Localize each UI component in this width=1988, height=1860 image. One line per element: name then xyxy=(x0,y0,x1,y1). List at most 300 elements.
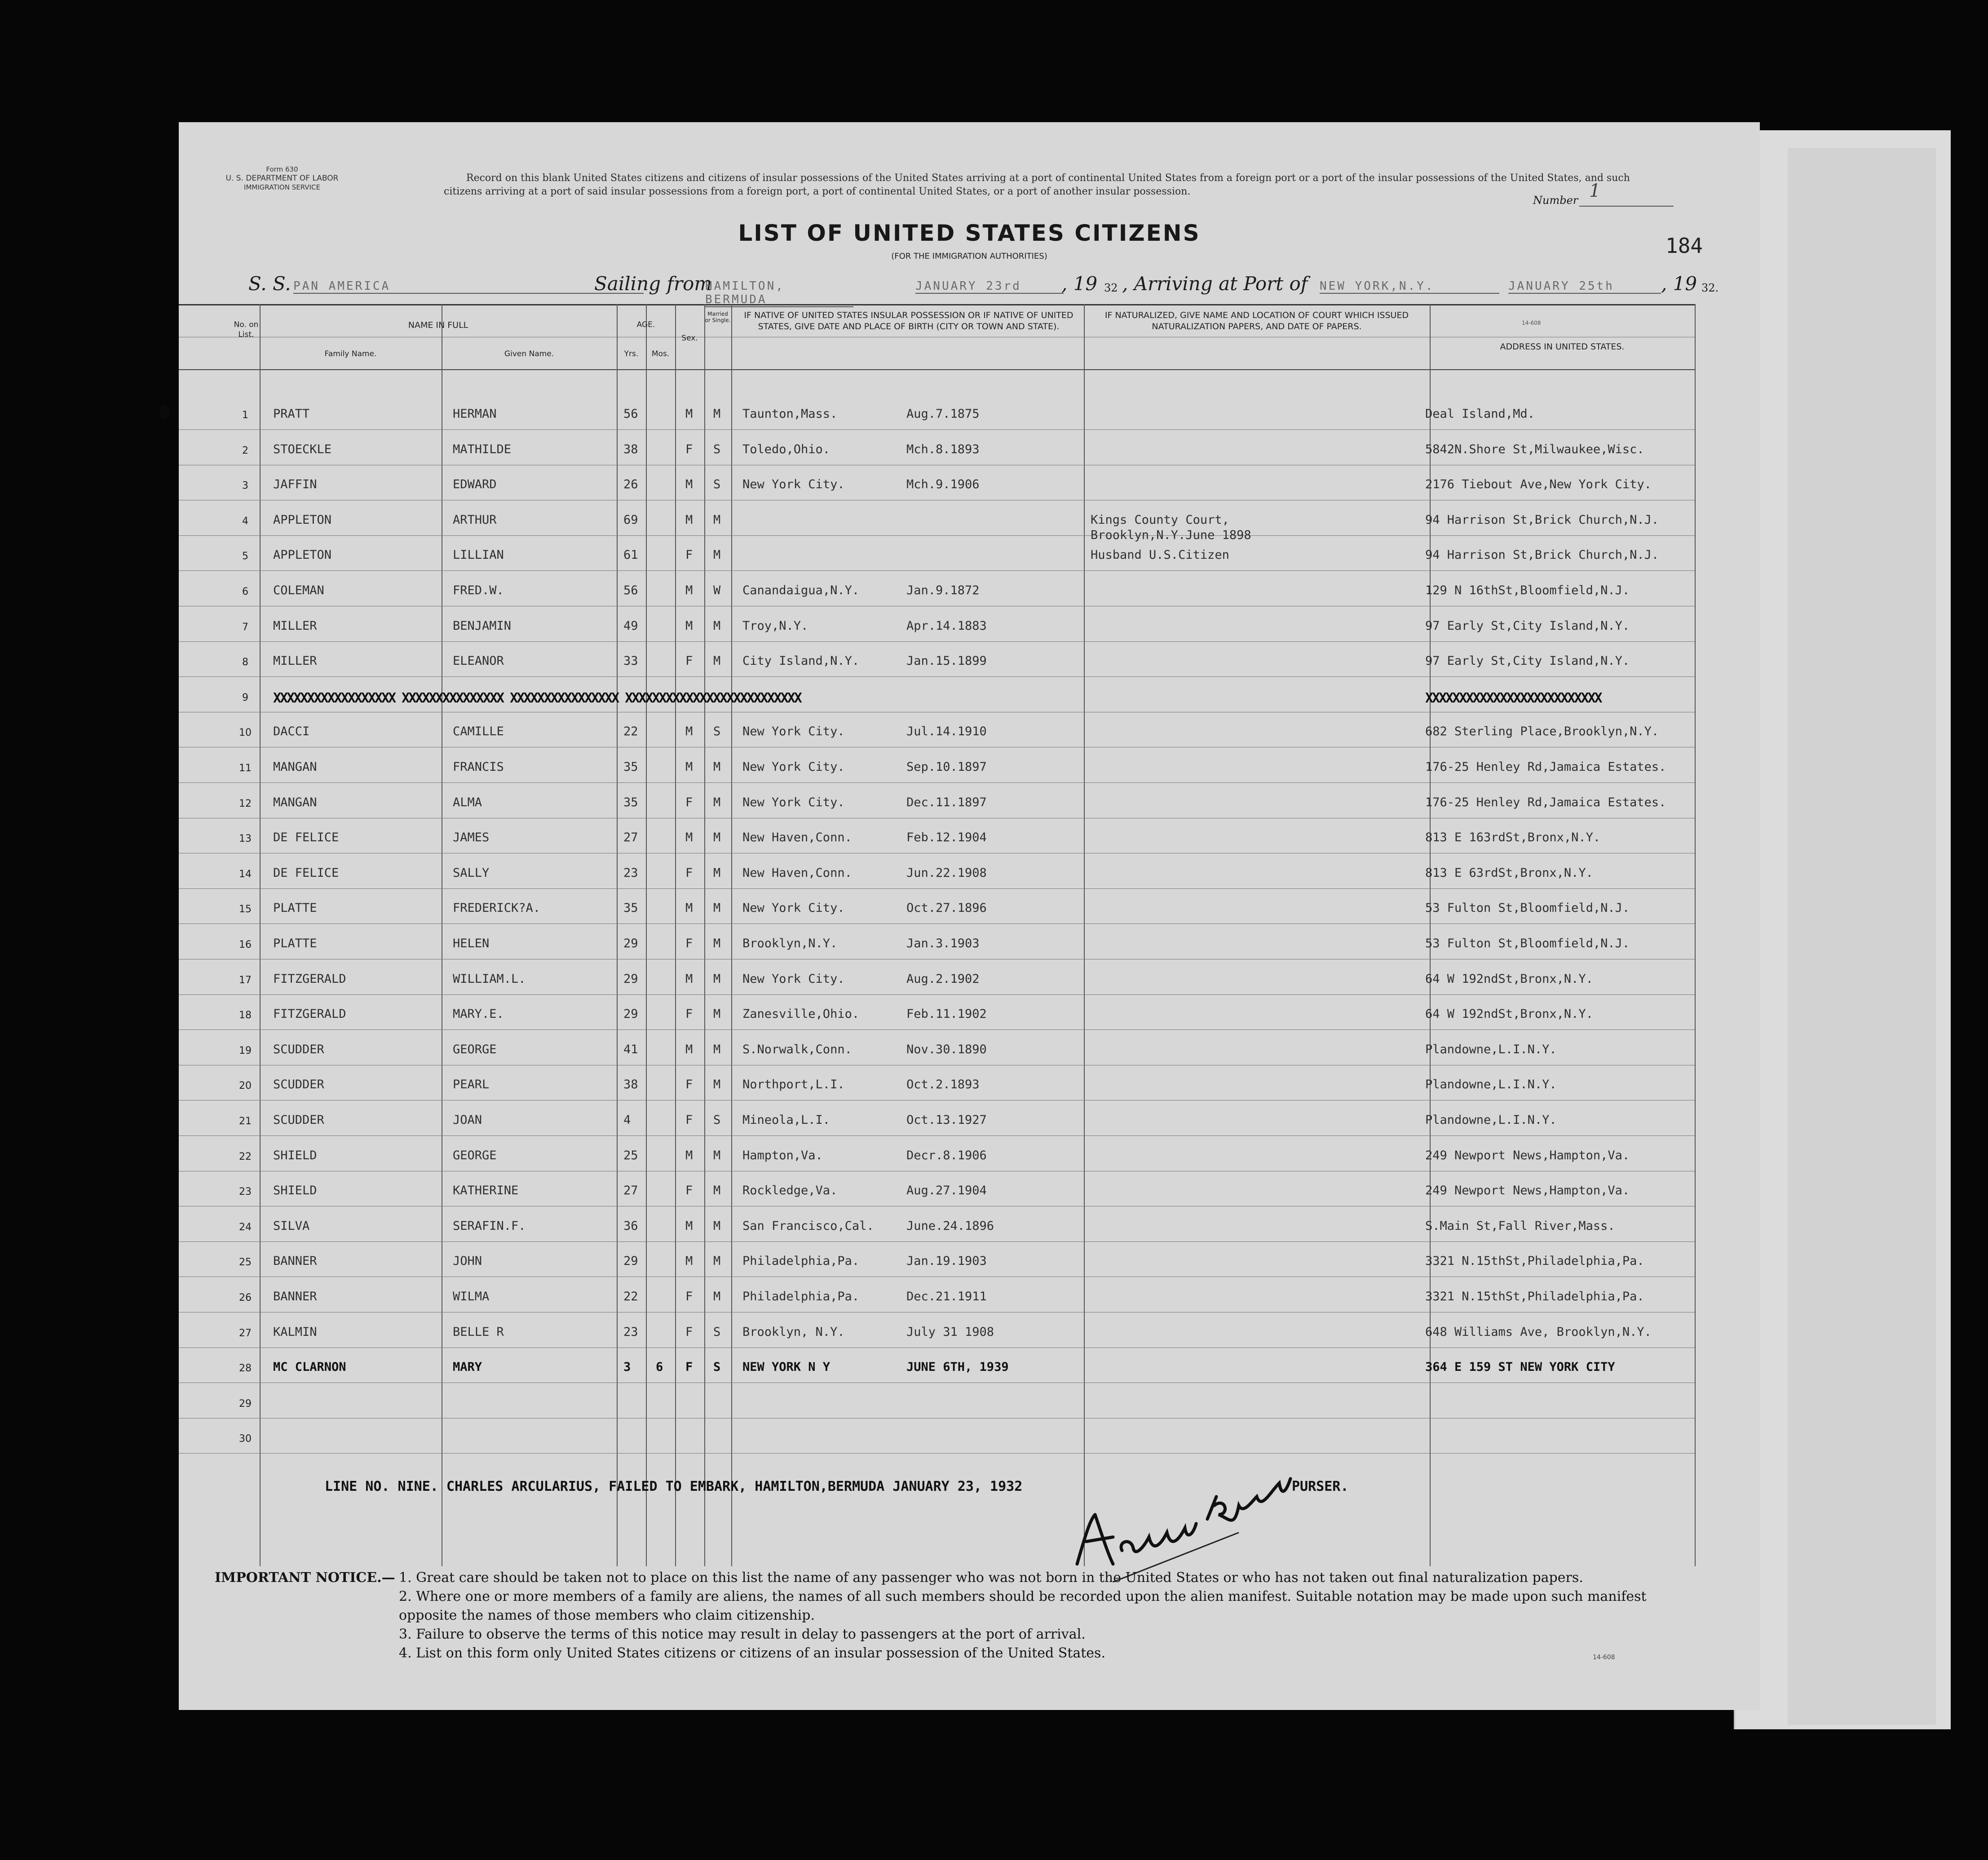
passenger-table xyxy=(179,304,1695,1568)
address-cell: 97 Early St,City Island,N.Y. xyxy=(1425,619,1630,633)
row-number: 14 xyxy=(239,868,252,880)
departure-year: 32 xyxy=(1104,282,1118,294)
form-instructions: Record on this blank United States citizens and citizens of insular possessions of the United States arriving at a port of continental United States from a foreign port or a port of the insular possessions of the United States, and such citizens arriving at a port of said insular possessions from a foreign port, a port of continental United States, or a port of another insular possession. xyxy=(444,172,1630,197)
arriving-label: , Arriving at Port of xyxy=(1122,273,1308,295)
marital-status-cell: S xyxy=(713,725,721,739)
row-number: 17 xyxy=(239,974,252,986)
family-name-cell: APPLETON xyxy=(273,548,332,562)
arrival-year: 32. xyxy=(1701,282,1719,294)
given-name-cell: EDWARD xyxy=(453,477,497,492)
sex-cell: M xyxy=(685,512,693,527)
row-rule xyxy=(179,535,1695,536)
marital-status-cell: M xyxy=(713,866,721,880)
birth-place-cell: New York City. xyxy=(742,795,845,809)
age-years-cell: 22 xyxy=(623,725,638,739)
age-years-cell: 56 xyxy=(623,407,638,421)
address-cell: 3321 N.15thSt,Philadelphia,Pa. xyxy=(1425,1254,1644,1268)
header-age: AGE. xyxy=(636,320,655,329)
birth-date-cell: Oct.13.1927 xyxy=(906,1113,987,1127)
header-birth: IF NATIVE OF UNITED STATES INSULAR POSSESSION OR IF NATIVE OF UNITED STATES, GIVE DATE AND PLACE OF BIRTH (CITY OR TOWN AND STATE). xyxy=(744,310,1074,331)
family-name-cell: MANGAN xyxy=(273,760,317,774)
birth-place-cell: Hampton,Va. xyxy=(742,1148,823,1162)
marital-status-cell: M xyxy=(713,901,721,915)
row-number: 26 xyxy=(239,1292,252,1303)
given-name-cell: JOAN xyxy=(453,1113,482,1127)
birth-place-cell: Philadelphia,Pa. xyxy=(742,1290,860,1303)
birth-date-cell: Apr.14.1883 xyxy=(906,619,987,633)
birth-date-cell: Aug.7.1875 xyxy=(906,407,980,421)
stamped-page-number: 184 xyxy=(1666,234,1703,258)
row-rule xyxy=(179,1453,1695,1454)
notice-lead: IMPORTANT NOTICE.— xyxy=(215,1570,395,1586)
sex-cell: M xyxy=(685,831,693,845)
age-years-cell: 23 xyxy=(623,1325,638,1339)
age-years-cell: 3 xyxy=(623,1360,631,1374)
departure-year-prefix: , 19 xyxy=(1061,273,1098,295)
address-cell: Plandowne,L.I.N.Y. xyxy=(1425,1042,1557,1056)
number-label: Number xyxy=(1533,194,1578,207)
birth-date-cell: Nov.30.1890 xyxy=(906,1042,987,1056)
sex-cell: M xyxy=(685,901,693,915)
birth-place-cell: Brooklyn,N.Y. xyxy=(742,937,838,950)
given-name-cell: WILLIAM.L. xyxy=(453,972,526,986)
marital-status-cell: S xyxy=(713,1360,721,1374)
given-name-cell: BELLE R xyxy=(453,1325,504,1339)
age-years-cell: 29 xyxy=(623,972,638,986)
family-name-cell: APPLETON xyxy=(273,512,332,527)
sex-cell: M xyxy=(685,725,693,739)
address-cell: 176-25 Henley Rd,Jamaica Estates. xyxy=(1425,760,1666,774)
sex-cell: F xyxy=(685,548,693,562)
given-name-cell: FRED.W. xyxy=(453,583,504,597)
address-cell: 129 N 16thSt,Bloomfield,N.J. xyxy=(1425,583,1630,597)
birth-date-cell: Feb.11.1902 xyxy=(906,1007,987,1021)
birth-place-cell: New York City. xyxy=(742,760,845,774)
row-rule xyxy=(179,782,1695,783)
sex-cell: F xyxy=(685,937,693,950)
birth-place-cell: Toledo,Ohio. xyxy=(742,442,831,456)
row-number: 25 xyxy=(239,1257,252,1268)
family-name-cell: DACCI xyxy=(273,725,310,739)
family-name-cell: STOECKLE xyxy=(273,442,332,456)
departure-port: HAMILTON, BERMUDA xyxy=(705,279,853,307)
birth-place-cell: Mineola,L.I. xyxy=(742,1113,831,1127)
row-number: 21 xyxy=(239,1116,252,1127)
given-name-cell: KATHERINE xyxy=(453,1184,519,1198)
given-name-cell: CAMILLE xyxy=(453,725,504,739)
age-years-cell: 35 xyxy=(623,760,638,774)
address-cell: 364 E 159 ST NEW YORK CITY xyxy=(1425,1360,1615,1374)
address-cell: Plandowne,L.I.N.Y. xyxy=(1425,1113,1557,1127)
row-number: 6 xyxy=(242,586,248,597)
family-name-cell: COLEMAN xyxy=(273,583,324,597)
address-cell: 5842N.Shore St,Milwaukee,Wisc. xyxy=(1425,442,1644,456)
given-name-cell: WILMA xyxy=(453,1290,490,1303)
col-divider xyxy=(1084,304,1085,1566)
row-rule xyxy=(179,1241,1695,1242)
header-name-in-full: NAME IN FULL xyxy=(408,320,468,330)
family-name-cell: KALMIN xyxy=(273,1325,317,1339)
age-years-cell: 38 xyxy=(623,1078,638,1092)
marital-status-cell: M xyxy=(713,1042,721,1056)
manifest-sheet xyxy=(179,122,1760,1710)
sex-cell: M xyxy=(685,407,693,421)
sex-cell: F xyxy=(685,795,693,809)
notice-item: 3. Failure to observe the terms of this notice may result in delay to passengers at the port of arrival. xyxy=(399,1626,1086,1642)
family-name-cell: FITZGERALD xyxy=(273,1007,346,1021)
header-years: Yrs. xyxy=(624,349,639,358)
sex-cell: M xyxy=(685,972,693,986)
age-years-cell: 22 xyxy=(623,1290,638,1303)
row-rule xyxy=(179,641,1695,642)
family-name-cell: SILVA xyxy=(273,1219,310,1233)
arrival-date: JANUARY 25th xyxy=(1508,279,1661,294)
row-number: 19 xyxy=(239,1045,252,1056)
row-number: 5 xyxy=(242,551,248,562)
marital-status-cell: W xyxy=(713,583,721,597)
sex-cell: F xyxy=(685,1290,693,1303)
age-years-cell: 33 xyxy=(623,654,638,668)
address-cell: 682 Sterling Place,Brooklyn,N.Y. xyxy=(1425,725,1659,739)
age-years-cell: 4 xyxy=(623,1113,631,1127)
notice-item: 4. List on this form only United States citizens or citizens of an insular possession of the United States. xyxy=(399,1645,1105,1661)
row-number: 13 xyxy=(239,833,252,845)
birth-date-cell: Jan.15.1899 xyxy=(906,654,987,668)
birth-date-cell: Mch.8.1893 xyxy=(906,442,980,456)
birth-place-cell: Taunton,Mass. xyxy=(742,407,838,421)
number-value: 1 xyxy=(1589,181,1601,201)
row-rule xyxy=(179,994,1695,995)
marital-status-cell: M xyxy=(713,1290,721,1303)
sex-cell: M xyxy=(685,583,693,597)
age-years-cell: 29 xyxy=(623,1007,638,1021)
row-number: 28 xyxy=(239,1363,252,1374)
family-name-cell: DE FELICE xyxy=(273,831,339,845)
col-divider xyxy=(260,304,261,1566)
marital-status-cell: M xyxy=(713,619,721,633)
sex-cell: M xyxy=(685,1219,693,1233)
birth-place-cell: New Haven,Conn. xyxy=(742,866,852,880)
row-rule xyxy=(179,1029,1695,1030)
given-name-cell: GEORGE xyxy=(453,1148,497,1162)
address-cell: 53 Fulton St,Bloomfield,N.J. xyxy=(1425,937,1630,950)
col-divider xyxy=(1695,304,1696,1566)
marital-status-cell: M xyxy=(713,1148,721,1162)
row-number: 3 xyxy=(242,480,248,492)
birth-place-cell: NEW YORK N Y xyxy=(742,1360,831,1374)
given-name-cell: MARY xyxy=(453,1360,482,1374)
marital-status-cell: M xyxy=(713,548,721,562)
birth-date-cell: Decr.8.1906 xyxy=(906,1148,987,1162)
col-divider xyxy=(731,304,732,1566)
family-name-cell: SHIELD xyxy=(273,1148,317,1162)
family-name-cell: BANNER xyxy=(273,1254,317,1268)
header-married-single: Married or Single. xyxy=(705,311,731,323)
birth-date-cell: Aug.2.1902 xyxy=(906,972,980,986)
given-name-cell: FREDERICK?A. xyxy=(453,901,541,915)
footer-form-code: 14-608 xyxy=(1593,1654,1615,1661)
given-name-cell: HELEN xyxy=(453,937,490,950)
row-number: 9 xyxy=(242,692,248,703)
ss-label: S. S. xyxy=(248,273,291,295)
birth-place-cell: New York City. xyxy=(742,477,845,492)
birth-date-cell: Sep.10.1897 xyxy=(906,760,987,774)
row-number: 18 xyxy=(239,1010,252,1021)
family-name-cell: MILLER xyxy=(273,619,317,633)
marital-status-cell: M xyxy=(713,512,721,527)
crossed-out-address: XXXXXXXXXXXXXXXXXXXXXXXXXX xyxy=(1425,690,1601,706)
given-name-cell: MARY.E. xyxy=(453,1007,504,1021)
given-name-cell: ARTHUR xyxy=(453,512,497,527)
marital-status-cell: M xyxy=(713,1254,721,1268)
birth-place-cell: New York City. xyxy=(742,972,845,986)
marital-status-cell: M xyxy=(713,654,721,668)
address-cell: 813 E 163rdSt,Bronx,N.Y. xyxy=(1425,831,1601,845)
row-number: 20 xyxy=(239,1080,252,1092)
sex-cell: M xyxy=(685,1254,693,1268)
family-name-cell: SCUDDER xyxy=(273,1113,324,1127)
row-rule xyxy=(179,888,1695,889)
marital-status-cell: M xyxy=(713,407,721,421)
given-name-cell: HERMAN xyxy=(453,407,497,421)
age-years-cell: 41 xyxy=(623,1042,638,1056)
col-divider xyxy=(1430,304,1431,1566)
birth-date-cell: Feb.12.1904 xyxy=(906,831,987,845)
birth-date-cell: Aug.27.1904 xyxy=(906,1184,987,1198)
given-name-cell: FRANCIS xyxy=(453,760,504,774)
family-name-cell: PLATTE xyxy=(273,901,317,915)
row-number: 7 xyxy=(242,621,248,633)
given-name-cell: LILLIAN xyxy=(453,548,504,562)
birth-date-cell: Jan.19.1903 xyxy=(906,1254,987,1268)
given-name-cell: GEORGE xyxy=(453,1042,497,1056)
birth-place-cell: New Haven,Conn. xyxy=(742,831,852,845)
family-name-cell: PLATTE xyxy=(273,937,317,950)
marital-status-cell: M xyxy=(713,937,721,950)
row-rule xyxy=(179,676,1695,677)
col-divider xyxy=(646,304,647,1566)
naturalization-cell: Husband U.S.Citizen xyxy=(1091,548,1229,562)
header-address: ADDRESS IN UNITED STATES. xyxy=(1500,342,1625,352)
address-cell: 176-25 Henley Rd,Jamaica Estates. xyxy=(1425,795,1666,809)
row-number: 15 xyxy=(239,904,252,915)
row-number: 4 xyxy=(242,515,248,527)
given-name-cell: SERAFIN.F. xyxy=(453,1219,526,1233)
sailing-from-label: Sailing from xyxy=(594,273,712,295)
row-number: 8 xyxy=(242,657,248,668)
header-months: Mos. xyxy=(651,349,670,358)
row-number: 11 xyxy=(239,763,252,774)
birth-place-cell: Rockledge,Va. xyxy=(742,1184,838,1198)
marital-status-cell: M xyxy=(713,795,721,809)
marital-status-cell: M xyxy=(713,972,721,986)
address-cell: 64 W 192ndSt,Bronx,N.Y. xyxy=(1425,972,1593,986)
birth-date-cell: Jan.9.1872 xyxy=(906,583,980,597)
birth-place-cell: Philadelphia,Pa. xyxy=(742,1254,860,1268)
sex-cell: F xyxy=(685,1007,693,1021)
given-name-cell: JOHN xyxy=(453,1254,482,1268)
address-cell: 813 E 63rdSt,Bronx,N.Y. xyxy=(1425,866,1593,880)
age-years-cell: 69 xyxy=(623,512,638,527)
row-number: 24 xyxy=(239,1221,252,1233)
age-years-cell: 27 xyxy=(623,831,638,845)
birth-date-cell: Mch.9.1906 xyxy=(906,477,980,492)
family-name-cell: MILLER xyxy=(273,654,317,668)
age-years-cell: 29 xyxy=(623,937,638,950)
birth-place-cell: Troy,N.Y. xyxy=(742,619,808,633)
purser-signature xyxy=(1059,1452,1293,1586)
address-cell: Deal Island,Md. xyxy=(1425,407,1535,421)
given-name-cell: MATHILDE xyxy=(453,442,512,456)
ship-name: PAN AMERICA xyxy=(293,279,644,294)
age-years-cell: 49 xyxy=(623,619,638,633)
naturalization-cell: Kings County Court, xyxy=(1091,512,1229,527)
birth-date-cell: Jan.3.1903 xyxy=(906,937,980,950)
birth-place-cell: Canandaigua,N.Y. xyxy=(742,583,860,597)
birth-date-cell: Jun.22.1908 xyxy=(906,866,987,880)
age-years-cell: 35 xyxy=(623,795,638,809)
sex-cell: M xyxy=(685,760,693,774)
address-cell: 249 Newport News,Hampton,Va. xyxy=(1425,1184,1630,1198)
address-cell: 53 Fulton St,Bloomfield,N.J. xyxy=(1425,901,1630,915)
address-cell: S.Main St,Fall River,Mass. xyxy=(1425,1219,1615,1233)
line-nine-note: LINE NO. NINE. CHARLES ARCULARIUS, FAILED TO EMBARK, HAMILTON,BERMUDA JANUARY 23, 1932 xyxy=(325,1479,1023,1494)
family-name-cell: SCUDDER xyxy=(273,1042,324,1056)
header-family-name: Family Name. xyxy=(324,349,377,358)
family-name-cell: DE FELICE xyxy=(273,866,339,880)
birth-date-cell: Jul.14.1910 xyxy=(906,725,987,739)
row-rule xyxy=(179,570,1695,571)
marital-status-cell: S xyxy=(713,442,721,456)
row-number: 27 xyxy=(239,1327,252,1339)
purser-label: PURSER. xyxy=(1292,1479,1349,1494)
row-number: 30 xyxy=(239,1433,252,1445)
birth-place-cell: Brooklyn, N.Y. xyxy=(742,1325,845,1339)
birth-place-cell: Northport,L.I. xyxy=(742,1078,845,1092)
sex-cell: F xyxy=(685,1360,693,1374)
marital-status-cell: M xyxy=(713,1078,721,1092)
marital-status-cell: M xyxy=(713,760,721,774)
age-years-cell: 35 xyxy=(623,901,638,915)
given-name-cell: ALMA xyxy=(453,795,482,809)
family-name-cell: JAFFIN xyxy=(273,477,317,492)
birth-place-cell: San Francisco,Cal. xyxy=(742,1219,874,1233)
birth-place-cell: Zanesville,Ohio. xyxy=(742,1007,860,1021)
birth-date-cell: JUNE 6TH, 1939 xyxy=(906,1360,1009,1374)
address-cell: 249 Newport News,Hampton,Va. xyxy=(1425,1148,1630,1162)
punch-hole xyxy=(159,404,169,420)
row-number: 10 xyxy=(239,727,252,739)
address-cell: 2176 Tiebout Ave,New York City. xyxy=(1425,477,1652,492)
row-number: 23 xyxy=(239,1186,252,1198)
birth-date-cell: Dec.11.1897 xyxy=(906,795,987,809)
age-years-cell: 23 xyxy=(623,866,638,880)
sex-cell: M xyxy=(685,1148,693,1162)
header-naturalized: IF NATURALIZED, GIVE NAME AND LOCATION OF COURT WHICH ISSUED NATURALIZATION PAPERS, AND DATE OF PAPERS. xyxy=(1104,310,1409,331)
sex-cell: F xyxy=(685,442,693,456)
age-years-cell: 38 xyxy=(623,442,638,456)
col-divider xyxy=(704,304,705,1566)
address-cell: 94 Harrison St,Brick Church,N.J. xyxy=(1425,512,1659,527)
given-name-cell: JAMES xyxy=(453,831,490,845)
sex-cell: F xyxy=(685,1078,693,1092)
marital-status-cell: M xyxy=(713,1184,721,1198)
sex-cell: F xyxy=(685,1113,693,1127)
family-name-cell: SHIELD xyxy=(273,1184,317,1198)
arrival-port: NEW YORK,N.Y. xyxy=(1320,279,1499,294)
row-number: 16 xyxy=(239,939,252,950)
birth-date-cell: June.24.1896 xyxy=(906,1219,994,1233)
header-sex: Sex. xyxy=(681,334,698,343)
header-bottom-rule xyxy=(179,369,1695,370)
row-rule xyxy=(179,429,1695,430)
row-number: 2 xyxy=(242,445,248,456)
given-name-cell: ELEANOR xyxy=(453,654,504,668)
family-name-cell: SCUDDER xyxy=(273,1078,324,1092)
address-cell: 94 Harrison St,Brick Church,N.J. xyxy=(1425,548,1659,562)
marital-status-cell: M xyxy=(713,1219,721,1233)
arrival-year-prefix: , 19 xyxy=(1661,273,1697,295)
given-name-cell: PEARL xyxy=(453,1078,490,1092)
marital-status-cell: S xyxy=(713,1113,721,1127)
given-name-cell: SALLY xyxy=(453,866,490,880)
birth-date-cell: Oct.27.1896 xyxy=(906,901,987,915)
sex-cell: F xyxy=(685,1325,693,1339)
family-name-cell: MANGAN xyxy=(273,795,317,809)
row-rule xyxy=(179,1135,1695,1136)
number-line xyxy=(1579,206,1674,207)
row-number: 29 xyxy=(239,1398,252,1409)
address-cell: 648 Williams Ave, Brooklyn,N.Y. xyxy=(1425,1325,1652,1339)
crossed-out-entry: XXXXXXXXXXXXXXXXXX XXXXXXXXXXXXXXX XXXXXXXXXXXXXXXX XXXXXXXXXXXXXXXXXXXXXXXXXX xyxy=(273,690,801,706)
department-name: U. S. DEPARTMENT OF LABOR xyxy=(225,174,339,183)
age-years-cell: 61 xyxy=(623,548,638,562)
age-years-cell: 26 xyxy=(623,477,638,492)
address-cell: Plandowne,L.I.N.Y. xyxy=(1425,1078,1557,1092)
birth-date-cell: July 31 1908 xyxy=(906,1325,994,1339)
sex-cell: M xyxy=(685,1042,693,1056)
marital-status-cell: M xyxy=(713,831,721,845)
notice-item: 1. Great care should be taken not to place on this list the name of any passenger who was not born in the United States or who has not taken out final naturalization papers. xyxy=(399,1570,1583,1586)
sex-cell: F xyxy=(685,1184,693,1198)
birth-date-cell: Oct.2.1893 xyxy=(906,1078,980,1092)
col-divider xyxy=(675,304,676,1566)
age-years-cell: 36 xyxy=(623,1219,638,1233)
address-cell: 97 Early St,City Island,N.Y. xyxy=(1425,654,1630,668)
marital-status-cell: M xyxy=(713,1007,721,1021)
naturalization-cell-line-2: Brooklyn,N.Y.June 1898 xyxy=(1091,528,1251,542)
birth-place-cell: S.Norwalk,Conn. xyxy=(742,1042,852,1056)
header-given-name: Given Name. xyxy=(504,349,554,358)
marital-status-cell: S xyxy=(713,477,721,492)
form-identifier xyxy=(192,165,372,192)
family-name-cell: BANNER xyxy=(273,1290,317,1303)
underlying-page-2 xyxy=(1788,148,1936,1725)
sex-cell: F xyxy=(685,654,693,668)
family-name-cell: FITZGERALD xyxy=(273,972,346,986)
marital-status-cell: S xyxy=(713,1325,721,1339)
header-no-on-list: No. on List. xyxy=(234,320,259,339)
departure-date: JANUARY 23rd xyxy=(915,279,1064,294)
form-number: Form 630 xyxy=(266,165,298,173)
family-name-cell: MC CLARNON xyxy=(273,1360,346,1374)
birth-place-cell: City Island,N.Y. xyxy=(742,654,860,668)
address-cell: 3321 N.15thSt,Philadelphia,Pa. xyxy=(1425,1290,1644,1303)
age-months-cell: 6 xyxy=(656,1360,663,1374)
row-number: 22 xyxy=(239,1151,252,1162)
sex-cell: M xyxy=(685,619,693,633)
row-number: 12 xyxy=(239,798,252,809)
